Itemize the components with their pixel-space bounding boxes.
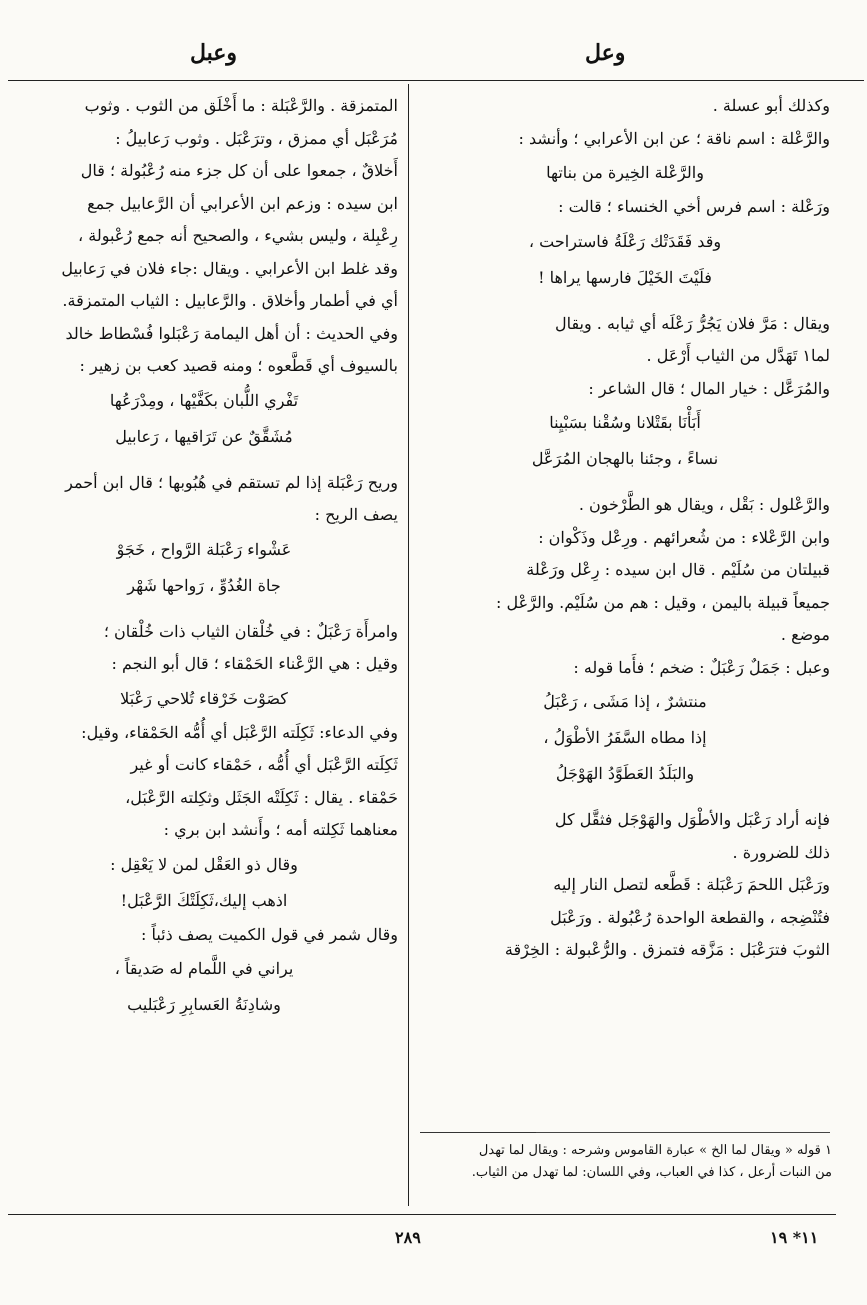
- text-line: ثَكِلَته الرَّعْبَل أي أُمُّه ، حَمْقاء كانت أو غير: [130, 755, 398, 774]
- verse-line: اذهب إليك،ثَكِلَتْكَ الرَّعْبَل!: [120, 890, 288, 910]
- text-line: فتُنْضِجه ، والقطعة الواحدة رُعْبُولة . ورَعْبَل: [550, 907, 830, 927]
- verse-line: والبَلَدُ العَطَوَّدُ الهَوْجَلُ: [555, 764, 695, 783]
- spacer: [10, 604, 398, 616]
- footnote-rule-extension: [536, 1132, 830, 1133]
- verse-line: مُشَقَّقٌ عن تَرَاقيها ، رَعابيل: [115, 426, 293, 446]
- text-line: أي في أطمار وأخلاق . والرَّعابيل : الثياب المتمزقة.: [62, 291, 398, 310]
- verse-line: فلَيْتَ الخَيْلَ فارسها يراها !: [538, 267, 712, 287]
- text-line: يصف الريح :: [314, 505, 398, 524]
- text-line: فإنه أراد رَعْبَل والأطْوَل والهَوْجَل فثقَّل كل: [554, 810, 830, 829]
- verse-line: جاة الغُدُوِّ ، رَواحها شَهْر: [127, 575, 281, 595]
- text-line: وفي الدعاء: ثَكِلَته الرَّعْبَل أي أُمُّه الحَمْقاء، وقيل:: [81, 722, 398, 742]
- page-header-left-word: وعبل: [190, 40, 238, 66]
- text-line: الثوبَ فترَعْبَل : مَزَّقه فتمزق . والرُّعْبولة : الخِرْقة: [504, 940, 830, 959]
- text-line: حَمْقاء . يقال : ثَكِلَتْه الجَثَل وثكِلته الرَّعْبَل،: [125, 787, 398, 807]
- column-divider: [408, 84, 409, 1206]
- footnote-line: من النبات أرعل ، كذا في العباب، وفي اللسان: لما تهدل من الثياب.: [471, 1165, 832, 1180]
- text-line: ورَعْلة : اسم فرس أخي الخنساء ؛ قالت :: [558, 197, 830, 216]
- text-line: والرَّعْلول : بَقْل ، ويقال هو الطَّرْخون .: [578, 495, 830, 514]
- printer-signature-mark: ١١* ١٩: [770, 1228, 819, 1247]
- footnote-rule: [420, 1132, 540, 1133]
- text-line: وقد غلط ابن الأعرابي . ويقال :جاء فلان في رَعابيل: [61, 258, 398, 278]
- verse-line: عَشْواء رَعْبَلة الرَّواح ، خَجَوْ: [116, 539, 292, 559]
- spacer: [420, 296, 830, 308]
- text-line: مُرَعْبَل أي ممزق ، وترَعْبَل . وثوب رَعابيلُ :: [115, 128, 398, 148]
- text-line: معناهما ثَكِلته أمه ؛ وأَنشد ابن بري :: [163, 820, 398, 839]
- text-line: وقيل : هي الرَّعْناء الحَمْقاء ؛ قال أبو النجم :: [111, 654, 398, 673]
- text-line: وريح رَعْبَلة إذا لم تستقم في هُبُوبها ؛ قال ابن أحمر: [65, 472, 398, 492]
- text-line: والرَّعْلة : اسم ناقة ؛ عن ابن الأعرابي ؛ وأنشد :: [518, 128, 830, 148]
- verse-line: منتشرٌ ، إذا مَشَى ، رَعْبَلُ: [543, 692, 707, 711]
- verse-line: وقد فَقَدَتْك رَعْلَةُ فاستراحت ،: [528, 231, 722, 251]
- verse-line: وشادِنَةُ العَسابِرِ رَعْبَليب: [127, 995, 281, 1014]
- footnote: [420, 1140, 832, 1184]
- text-line: ويقال : مَرَّ فلان يَجُرُّ رَعْلَه أي ثيابه . ويقال: [554, 313, 830, 333]
- verse-line: والرَّعْلة الخِيرة من بناتها: [546, 163, 704, 182]
- text-line: أَخلاقٌ ، جمعوا على أن كل جزء منه رُعْبُولة ؛ قال: [80, 161, 398, 180]
- header-rule-extension: [828, 80, 864, 81]
- footer-rule: [8, 1214, 836, 1215]
- text-line: وقال شمر في قول الكميت يصف ذئباً :: [141, 924, 398, 944]
- header-rule: [8, 80, 828, 81]
- entry-headword-line: وعبل : جَمَلٌ رَعْبَلٌ : ضخم ؛ فأَما قوله :: [573, 657, 830, 677]
- text-line: والمُرَعَّل : خيار المال ؛ قال الشاعر :: [588, 378, 830, 398]
- left-column: [10, 90, 398, 1023]
- text-line: وابن الرَّعْلاء : من شُعرائهم . ورِعْل وذَكْوان :: [538, 527, 830, 547]
- text-line: ذلك للضرورة .: [732, 842, 830, 862]
- text-line: ورَعْبَل اللحمَ رَعْبَلة : قَطَّعه لتصل النار إليه: [553, 875, 830, 894]
- verse-line: يراني في اللَّمام له صَديقاً ،: [114, 959, 294, 978]
- text-line: جميعاً قبيلة باليمن ، وقيل : هم من سُلَيْم. والرَّعْل :: [496, 592, 830, 612]
- verse-line: وقال ذو العَقْل لمن لا يَعْقِل :: [110, 854, 298, 874]
- spacer: [420, 792, 830, 804]
- spacer: [420, 477, 830, 489]
- page-header-right-word: وعل: [585, 40, 626, 66]
- text-line: لما١ تَهَدَّل من الثياب أَرْعَل .: [646, 346, 830, 365]
- text-line: المتمزقة . والرَّعْبَلة : ما أَخْلَق من الثوب . وثوب: [84, 96, 398, 115]
- text-line: رِعْبِلة ، وليس بشيء ، والصحيح أنه جمع رُعْبولة ،: [77, 226, 398, 245]
- verse-line: كصَوْت خَرْقاء تُلاحي رَعْبَلا: [120, 688, 288, 708]
- text-line: وكذلك أبو عسلة .: [712, 96, 830, 115]
- spacer: [10, 455, 398, 467]
- verse-line: نساءً ، وجئنا بالهجان المُرَعَّل: [531, 449, 719, 468]
- text-line: بالسيوف أي قَطَّعوه ؛ ومنه قصيد كعب بن زهير :: [79, 356, 398, 375]
- text-line: ابن سيده : وزعم ابن الأعرابي أن الرَّعابيل جمع: [87, 193, 398, 213]
- verse-line: تَفْري اللُّبان بكَفَّيْها ، ومِدْرَعُها: [109, 390, 299, 410]
- verse-line: أَبَأْنَا بقَتْلانا وسُقْنا بسَبْيِنا: [549, 413, 701, 432]
- verse-line: إذا مطاه السَّفَرُ الأطْوَلُ ،: [543, 728, 707, 747]
- text-line: قبيلتان من سُلَيْم . قال ابن سيده : رِعْل ورَعْلة: [526, 560, 830, 579]
- right-column: [420, 90, 830, 967]
- page-number: ٢٨٩: [395, 1228, 421, 1247]
- text-line: موضع .: [780, 625, 830, 644]
- text-line: وامرأَة رَعْبَلٌ : في خُلْقان الثياب ذات خُلْقان ؛: [103, 621, 398, 641]
- text-line: وفي الحديث : أن أهل اليمامة رَعْبَلوا فُسْطاط خالد: [65, 323, 398, 343]
- footnote-line: ١ قوله « ويقال لما الخ » عبارة القاموس وشرحه : ويقال لما تهدل: [478, 1143, 832, 1158]
